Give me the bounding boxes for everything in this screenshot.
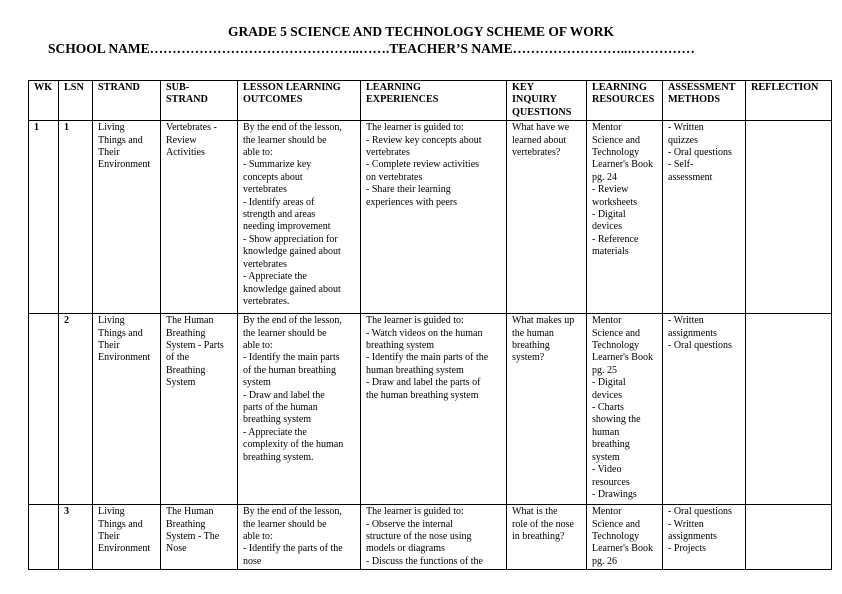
cell-line: - Appreciate the [243,271,307,283]
cell-line: - Complete review activities [366,159,480,171]
cell-line: Technology [592,531,640,543]
cell-line: - Draw and label the [243,389,325,401]
cell-line: assignments [668,327,717,339]
cell-line: system? [512,352,545,364]
cell-line: System - The [166,531,220,543]
cell-line: Breathing [166,364,206,376]
header-text: QUESTIONS [512,106,572,118]
header-text: SUB- [166,82,190,93]
cell-line: - Appreciate the [243,426,307,438]
cell-line: - Identify the main parts [243,352,340,364]
cell-line: - Summarize key [243,159,312,171]
header-text: KEY [512,82,535,93]
cell-resources [587,314,663,505]
cell-line: Their [98,147,120,159]
header-text: LSN [64,82,84,93]
cell-line: Living [98,506,125,518]
cell-line: Things and [98,518,143,530]
cell-line: Learner's Book [592,159,653,171]
cell-line: Breathing [166,327,206,339]
cell-line: devices [592,389,622,401]
cell-line: pg. 26 [592,555,617,567]
cell-line: - Review key concepts about [366,134,482,146]
cell-line: on vertebrates [366,171,423,183]
cell-line: materials [592,246,629,258]
cell-line: pg. 24 [592,171,617,183]
cell-line: Technology [592,340,640,352]
cell-line: breathing system [366,340,435,352]
cell-line: Science and [592,327,641,339]
cell-reflection [746,121,832,314]
cell-assessment [663,505,746,570]
cell-resources [587,121,663,314]
cell-line: - Show appreciation for [243,233,338,245]
cell-line: breathing [512,340,550,352]
cell-line: Learner's Book [592,352,653,364]
cell-line: Living [98,315,125,327]
cell-line: able to: [243,340,273,352]
cell-strand [93,121,161,314]
cell-line: What makes up [512,315,575,327]
column-header-learning-resources [587,81,663,121]
cell-line: quizzes [668,134,698,146]
cell-line: - Digital [592,377,626,389]
cell-line: human [592,426,620,438]
cell-line: - Observe the internal [366,518,453,530]
table-row [29,121,832,314]
cell-line: Technology [592,147,640,159]
cell-line: Things and [98,327,143,339]
cell-line: of the [166,352,190,364]
cell-line: - Charts [592,402,624,414]
cell-line: able to: [243,147,273,159]
cell-line: showing the [592,414,641,426]
cell-line: Learner's Book [592,543,653,555]
cell-line: - Written [668,518,704,530]
cell-line: - Share their learning [366,184,451,196]
document-title: GRADE 5 SCIENCE AND TECHNOLOGY SCHEME OF WORK [228,24,614,39]
cell-line: resources [592,476,630,488]
cell-line: - Written [668,315,704,327]
cell-line: What have we [512,122,570,134]
cell-line: the learner should be [243,327,327,339]
cell-line: - Oral questions [668,506,732,518]
cell-line: breathing system [243,414,312,426]
header-text: LESSON LEARNING [243,82,341,93]
cell-line: - Video [592,464,622,476]
cell-line: parts of the human [243,402,318,414]
cell-line: - Drawings [592,488,637,500]
cell-line: Environment [98,352,151,364]
cell-strand [93,505,161,570]
cell-line: Breathing [166,518,206,530]
column-header-wk [29,81,59,121]
cell-experiences [361,121,507,314]
cell-line: - Discuss the functions of the [366,555,483,567]
cell-line: able to: [243,531,273,543]
header-text: WK [34,82,53,93]
cell-resources [587,505,663,570]
cell-line: Mentor [592,506,622,518]
cell-questions [507,121,587,314]
cell-line: - Review [592,184,629,196]
cell-questions [507,505,587,570]
cell-strand [93,314,161,505]
cell-questions [507,314,587,505]
header-text: RESOURCES [592,94,655,106]
cell-line: worksheets [592,196,637,208]
cell-line: System [166,377,196,389]
header-text: STRAND [166,94,208,106]
cell-line: nose [243,555,262,567]
cell-reflection [746,314,832,505]
cell-line: vertebrates [366,147,410,159]
cell-line: complexity of the human [243,439,344,451]
cell-line: pg. 25 [592,364,617,376]
header-text: STRAND [98,82,140,93]
table-row [29,505,832,570]
cell-line: strength and areas [243,209,316,221]
column-header-key-inquiry-questions [507,81,587,121]
header-text: INQUIRY [512,94,557,106]
cell-line: Living [98,122,125,134]
cell-line: - Identify the main parts of the [366,352,489,364]
cell-line: of the human breathing [243,364,337,376]
cell-line: knowledge gained about [243,246,341,258]
cell-line: the human [512,327,554,339]
cell-line: Environment [98,543,151,555]
column-header-strand [93,81,161,121]
cell-line: structure of the nose using [366,531,472,543]
cell-line: The Human [166,506,214,518]
header-text: REFLECTION [751,82,819,93]
column-header-lsn [59,81,93,121]
cell-sub-strand [161,314,238,505]
cell-experiences [361,505,507,570]
cell-line: Vertebrates - [166,122,217,134]
cell-line: knowledge gained about [243,283,341,295]
cell-line: Activities [166,147,205,159]
cell-line: What is the [512,506,558,518]
cell-line: role of the nose [512,518,574,530]
cell-lsn: 3 [59,505,93,570]
header-text: METHODS [668,94,721,106]
cell-outcomes [238,505,361,570]
cell-line: By the end of the lesson, [243,315,342,327]
cell-line: Review [166,134,197,146]
table-row [29,314,832,505]
cell-line: Science and [592,134,641,146]
cell-line: vertebrates. [243,295,290,307]
column-header-sub-strand [161,81,238,121]
header-text: OUTCOMES [243,94,303,106]
cell-line: Mentor [592,315,622,327]
column-header-lesson-learning-outcomes [238,81,361,121]
cell-line: assignments [668,531,717,543]
cell-outcomes [238,314,361,505]
cell-lsn: 1 [59,121,93,314]
column-header-assessment-methods [663,81,746,121]
cell-line: Environment [98,159,151,171]
cell-line: Nose [166,543,187,555]
cell-line: The learner is guided to: [366,506,464,518]
cell-line: models or diagrams [366,543,445,555]
cell-line: - Self- [668,159,694,171]
cell-line: the learner should be [243,518,327,530]
cell-line: needing improvement [243,221,331,233]
cell-line: - Written [668,122,704,134]
cell-line: system [592,451,620,463]
cell-line: devices [592,221,622,233]
cell-line: The learner is guided to: [366,315,464,327]
cell-line: System - Parts [166,340,224,352]
cell-line: Their [98,340,120,352]
cell-line: breathing system. [243,451,314,463]
cell-line: By the end of the lesson, [243,122,342,134]
cell-line: concepts about [243,171,303,183]
cell-line: - Oral questions [668,147,732,159]
cell-line: vertebrates? [512,147,561,159]
cell-line: vertebrates [243,184,287,196]
cell-line: Science and [592,518,641,530]
cell-line: - Projects [668,543,707,555]
cell-line: system [243,377,271,389]
cell-line: Their [98,531,120,543]
cell-line: Things and [98,134,143,146]
header-text: ASSESSMENT [668,82,736,93]
cell-wk [29,314,59,505]
cell-line: - Reference [592,233,639,245]
cell-line: in breathing? [512,531,565,543]
school-teacher-line: SCHOOL NAME………………………………………..…….TEACHER’S NAME……………………..…………… [48,41,695,56]
cell-line: breathing [592,439,630,451]
cell-experiences [361,314,507,505]
column-header-learning-experiences [361,81,507,121]
cell-line: learned about [512,134,567,146]
header-row [29,81,832,121]
cell-line: By the end of the lesson, [243,506,342,518]
cell-line: experiences with peers [366,196,458,208]
cell-line: - Draw and label the parts of [366,377,481,389]
cell-reflection [746,505,832,570]
cell-line: The learner is guided to: [366,122,464,134]
cell-line: The Human [166,315,214,327]
cell-assessment [663,121,746,314]
column-header-reflection [746,81,832,121]
scheme-of-work-table [28,80,832,570]
cell-assessment [663,314,746,505]
cell-line: the human breathing system [366,389,479,401]
header-text: LEARNING [592,82,647,93]
cell-line: - Watch videos on the human [366,327,483,339]
cell-sub-strand [161,505,238,570]
cell-line: - Digital [592,209,626,221]
header-text: EXPERIENCES [366,94,439,106]
cell-line: - Oral questions [668,340,732,352]
cell-wk [29,505,59,570]
header-text: LEARNING [366,82,421,93]
cell-line: assessment [668,171,713,183]
cell-line: - Identify the parts of the [243,543,343,555]
cell-line: vertebrates [243,258,287,270]
cell-wk: 1 [29,121,59,314]
cell-sub-strand [161,121,238,314]
cell-lsn: 2 [59,314,93,505]
cell-outcomes [238,121,361,314]
cell-line: the learner should be [243,134,327,146]
cell-line: Mentor [592,122,622,134]
cell-line: human breathing system [366,364,464,376]
cell-line: - Identify areas of [243,196,315,208]
